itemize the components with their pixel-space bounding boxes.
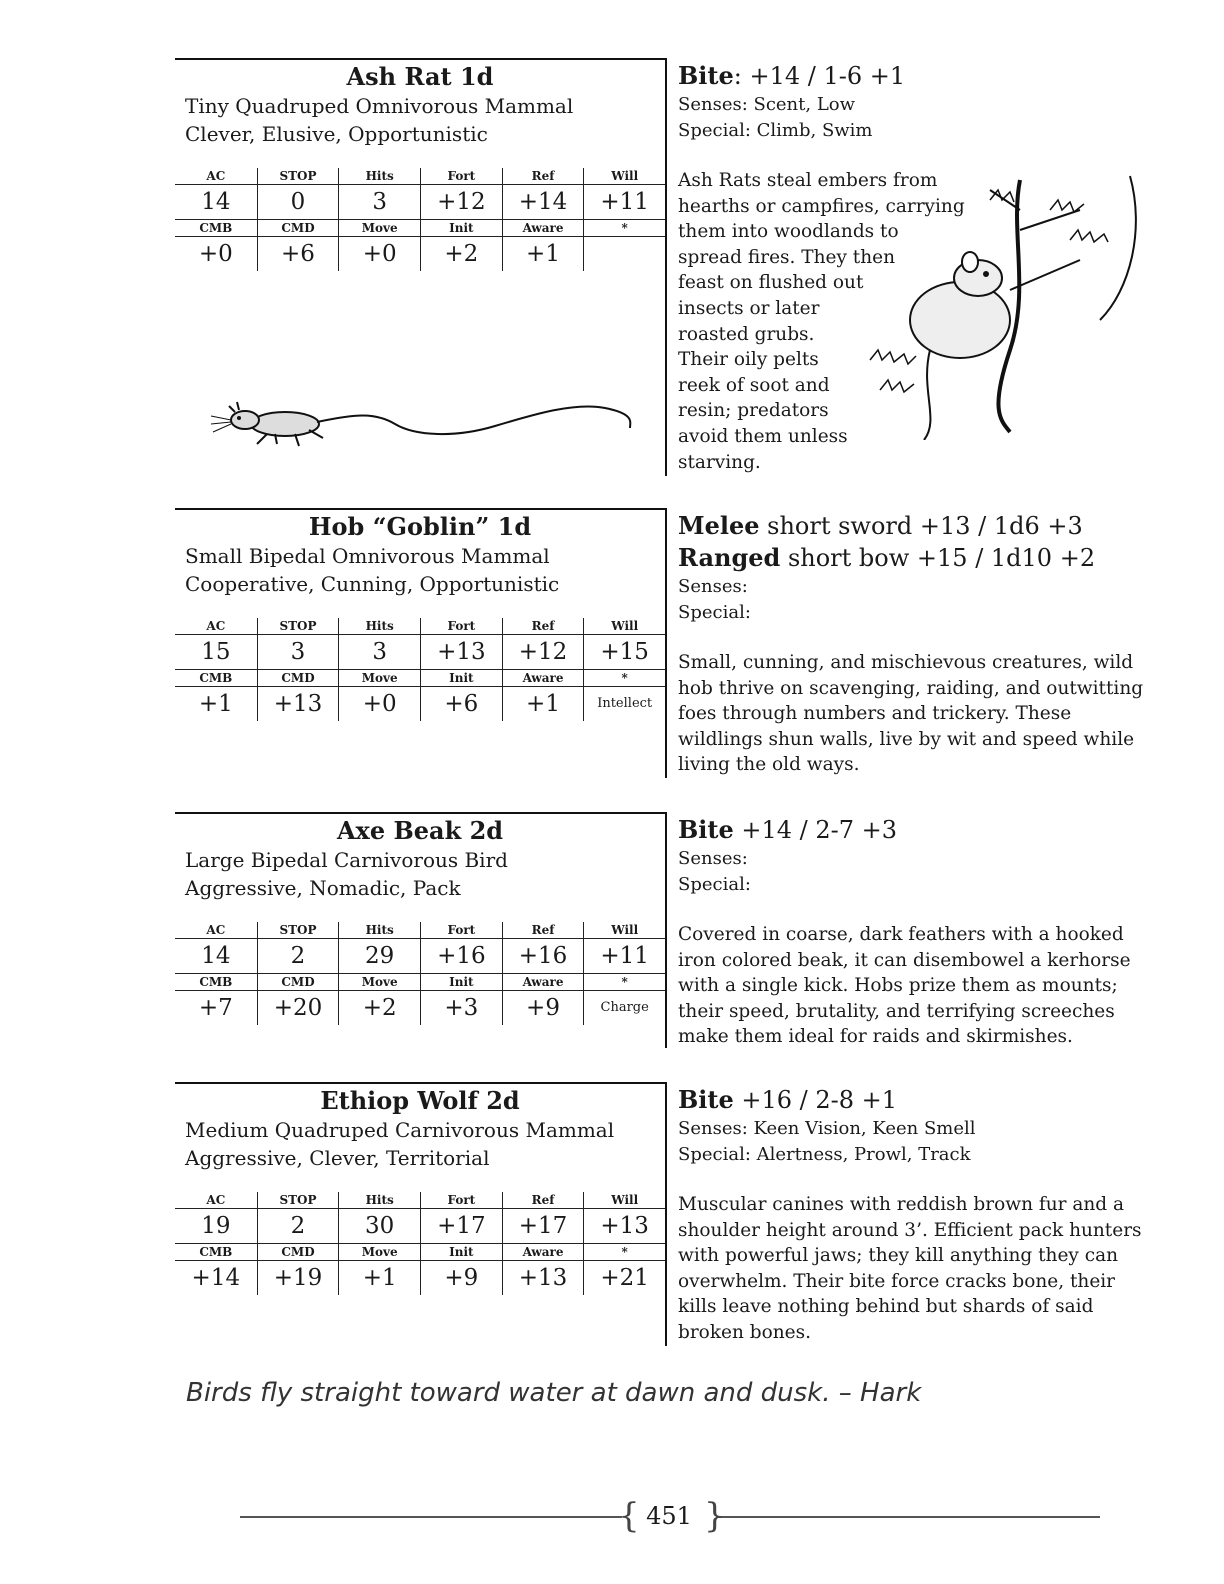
stat-value: +21 <box>583 1261 665 1295</box>
description-line: their speed, brutality, and terrifying screeches <box>678 1000 1115 1022</box>
stat-header: Init <box>420 220 502 236</box>
stat-value: 2 <box>257 939 339 973</box>
attack-label: Bite <box>678 1085 734 1114</box>
stat-header: CMB <box>199 975 233 989</box>
stat-value: +3 <box>420 991 502 1025</box>
creature-traits: Cooperative, Cunning, Opportunistic <box>185 572 560 596</box>
stat-value: Charge <box>583 991 665 1025</box>
creature-type: Tiny Quadruped Omnivorous Mammal <box>185 94 574 118</box>
stat-header: Fort <box>420 618 502 634</box>
description-line: make them ideal for raids and skirmishes. <box>678 1026 1073 1048</box>
page-number: 451 <box>646 1502 692 1530</box>
stat-value: +1 <box>502 237 584 271</box>
stat-value: +0 <box>338 687 420 721</box>
statbox <box>175 58 667 476</box>
stat-header: CMD <box>257 220 339 236</box>
stat-value: 29 <box>338 939 420 973</box>
stat-value: +16 <box>502 939 584 973</box>
attack-line <box>678 814 1148 846</box>
stat-header: AC <box>206 619 226 633</box>
stat-header: STOP <box>257 168 339 184</box>
senses-line: Senses: Keen Vision, Keen Smell <box>678 1118 976 1139</box>
left-bracket-icon: { <box>618 1496 640 1536</box>
stat-header: Aware <box>502 1244 584 1260</box>
stat-grid <box>175 1192 665 1295</box>
attack-line <box>678 1084 1148 1116</box>
stat-value: +14 <box>502 185 584 219</box>
stat-value <box>583 237 665 271</box>
stat-grid <box>175 618 665 721</box>
stat-grid <box>175 922 665 1025</box>
attack-text: short sword +13 / 1d6 +3 <box>759 512 1083 540</box>
stat-header-row <box>175 973 665 991</box>
stat-header: Init <box>420 1244 502 1260</box>
stat-value: +0 <box>198 241 233 267</box>
stat-header: CMB <box>199 221 233 235</box>
stat-header: Will <box>583 922 665 938</box>
stat-header-row <box>175 618 665 635</box>
stat-value-row <box>175 939 665 973</box>
stat-header: Will <box>583 1192 665 1208</box>
stat-header: Move <box>338 670 420 686</box>
special-line: Special: <box>678 602 751 623</box>
footer-rule-left <box>240 1516 622 1518</box>
creature-type: Large Bipedal Carnivorous Bird <box>185 848 508 872</box>
stat-header: STOP <box>257 1192 339 1208</box>
description-line: wildlings shun walls, live by wit and speed while <box>678 728 1135 750</box>
stat-header-row <box>175 669 665 687</box>
stat-header-row <box>175 219 665 237</box>
stat-header: Aware <box>502 670 584 686</box>
stat-value-row <box>175 635 665 669</box>
special-line: Special: <box>678 874 751 895</box>
rat-on-branch-illustration <box>860 170 1150 440</box>
description-line: Small, cunning, and mischievous creatures, wild <box>678 652 1134 673</box>
stat-value: 19 <box>201 1213 231 1239</box>
stat-header: * <box>583 670 665 686</box>
stat-header: Move <box>338 220 420 236</box>
description-line: avoid them unless <box>678 425 848 447</box>
stat-header: Init <box>420 974 502 990</box>
description-line: reek of soot and <box>678 374 830 396</box>
stat-header: AC <box>206 1193 226 1207</box>
right-bracket-icon: } <box>704 1496 726 1536</box>
creature-details <box>678 510 1148 778</box>
attack-line-2 <box>678 542 1148 574</box>
stat-value: +9 <box>420 1261 502 1295</box>
stat-value: +20 <box>257 991 339 1025</box>
stat-header: Init <box>420 670 502 686</box>
special-line: Special: Alertness, Prowl, Track <box>678 1144 971 1165</box>
senses-line: Senses: <box>678 848 748 869</box>
stat-value: +11 <box>583 939 665 973</box>
stat-header: Will <box>583 618 665 634</box>
stat-value: +11 <box>583 185 665 219</box>
rat-running-illustration <box>205 398 635 458</box>
stat-value: +0 <box>338 237 420 271</box>
description-line: roasted grubs. <box>678 323 815 345</box>
stat-header: Move <box>338 974 420 990</box>
attack2-text: short bow +15 / 1d10 +2 <box>780 544 1096 572</box>
handwritten-quote: Birds fly straight toward water at dawn and dusk. – Hark <box>186 1378 922 1408</box>
stat-header: * <box>583 220 665 236</box>
stat-header-row <box>175 1243 665 1261</box>
description-line: Muscular canines with reddish brown fur and a <box>678 1194 1125 1215</box>
stat-value: 3 <box>338 185 420 219</box>
stat-header: Aware <box>502 220 584 236</box>
description-line: Covered in coarse, dark feathers with a hooked <box>678 924 1124 945</box>
description-line: hearths or campfires, carrying <box>678 195 965 217</box>
description-line: with a single kick. Hobs prize them as mounts; <box>678 975 1118 997</box>
stat-value: +13 <box>420 635 502 669</box>
stat-header: * <box>583 974 665 990</box>
creature-traits: Aggressive, Nomadic, Pack <box>185 876 461 900</box>
stat-value-row <box>175 185 665 219</box>
attack-label: Bite <box>678 61 734 90</box>
stat-header: Hits <box>338 168 420 184</box>
stat-value: +2 <box>420 237 502 271</box>
stat-header: Fort <box>420 1192 502 1208</box>
statbox <box>175 508 667 778</box>
stat-header: Fort <box>420 168 502 184</box>
stat-value: +13 <box>257 687 339 721</box>
stat-header: STOP <box>257 618 339 634</box>
stat-header: Ref <box>502 922 584 938</box>
stat-header: CMD <box>257 1244 339 1260</box>
stat-value: +19 <box>257 1261 339 1295</box>
stat-value: +13 <box>583 1209 665 1243</box>
stat-grid <box>175 168 665 271</box>
description-line: Their oily pelts <box>678 349 819 371</box>
creature-type: Medium Quadruped Carnivorous Mammal <box>185 1118 615 1142</box>
stat-value: +17 <box>420 1209 502 1243</box>
stat-header: CMD <box>257 670 339 686</box>
stat-value: 14 <box>201 943 231 969</box>
attack-label: Melee <box>678 511 760 540</box>
attack-text: +14 / 2-7 +3 <box>733 816 898 844</box>
stat-value: +17 <box>502 1209 584 1243</box>
stat-value: +16 <box>420 939 502 973</box>
senses-line: Senses: <box>678 576 748 597</box>
stat-header: CMD <box>257 974 339 990</box>
stat-value: +1 <box>198 691 233 717</box>
stat-header-row <box>175 168 665 185</box>
description-line: resin; predators <box>678 400 829 422</box>
stat-header: Ref <box>502 1192 584 1208</box>
stat-value: +15 <box>583 635 665 669</box>
stat-value: +12 <box>502 635 584 669</box>
description-line: iron colored beak, it can disembowel a kerhorse <box>678 949 1131 971</box>
stat-value-row <box>175 1209 665 1243</box>
description-line: overwhelm. Their bite force cracks bone, their <box>678 1270 1116 1292</box>
stat-value: +7 <box>198 995 233 1021</box>
description-line: kills leave nothing behind but shards of said <box>678 1296 1094 1318</box>
stat-value: 3 <box>338 635 420 669</box>
attack2-label: Ranged <box>678 543 781 572</box>
description-line: starving. <box>678 451 761 473</box>
attack-line <box>678 60 1148 92</box>
stat-header: Hits <box>338 618 420 634</box>
description-line: living the old ways. <box>678 754 860 776</box>
stat-header: Aware <box>502 974 584 990</box>
description-line: them into woodlands to <box>678 221 899 243</box>
statbox <box>175 812 667 1048</box>
stat-header: * <box>583 1244 665 1260</box>
stat-header-row <box>175 922 665 939</box>
stat-header: Ref <box>502 168 584 184</box>
stat-header: Ref <box>502 618 584 634</box>
stat-header: Hits <box>338 922 420 938</box>
stat-value-row <box>175 991 665 1025</box>
stat-value: +1 <box>338 1261 420 1295</box>
attack-text: : +14 / 1-6 +1 <box>733 62 906 90</box>
creature-name: Ethiop Wolf 2d <box>320 1086 520 1115</box>
creature-name: Ash Rat 1d <box>346 62 494 91</box>
stat-header: CMB <box>199 671 233 685</box>
stat-header: Move <box>338 1244 420 1260</box>
stat-header: AC <box>206 923 226 937</box>
stat-value-row <box>175 1261 665 1295</box>
stat-header: STOP <box>257 922 339 938</box>
attack-text: +16 / 2-8 +1 <box>733 1086 898 1114</box>
stat-header: Hits <box>338 1192 420 1208</box>
stat-value-row <box>175 687 665 721</box>
stat-value: +1 <box>502 687 584 721</box>
stat-value: +2 <box>338 991 420 1025</box>
stat-value: 14 <box>201 189 231 215</box>
creature-details <box>678 814 1148 1050</box>
stat-value: +14 <box>191 1265 241 1291</box>
description-line: shoulder height around 3’. Efficient pack hunters <box>678 1219 1142 1241</box>
creature-type: Small Bipedal Omnivorous Mammal <box>185 544 550 568</box>
description-line: with powerful jaws; they kill anything they can <box>678 1245 1119 1267</box>
description-line: spread fires. They then <box>678 246 896 268</box>
description-line: foes through numbers and trickery. These <box>678 703 1072 725</box>
creature-details <box>678 1084 1148 1346</box>
stat-header: Fort <box>420 922 502 938</box>
stat-header: Will <box>583 168 665 184</box>
stat-value-row <box>175 237 665 271</box>
stat-value: +6 <box>420 687 502 721</box>
description-line: Ash Rats steal embers from <box>678 170 938 191</box>
stat-value: Intellect <box>583 687 665 721</box>
stat-value: 2 <box>257 1209 339 1243</box>
creature-name: Hob “Goblin” 1d <box>308 512 532 541</box>
creature-description <box>678 1192 1148 1346</box>
statbox <box>175 1082 667 1346</box>
creature-traits: Clever, Elusive, Opportunistic <box>185 122 488 146</box>
footer-rule-right <box>716 1516 1100 1518</box>
stat-value: +9 <box>502 991 584 1025</box>
creature-traits: Aggressive, Clever, Territorial <box>185 1146 490 1170</box>
stat-header: CMB <box>199 1245 233 1259</box>
special-line: Special: Climb, Swim <box>678 120 873 141</box>
description-line: feast on flushed out <box>678 272 864 294</box>
senses-line: Senses: Scent, Low <box>678 94 856 115</box>
stat-value: +6 <box>257 237 339 271</box>
stat-value: 3 <box>257 635 339 669</box>
stat-value: 15 <box>201 639 231 665</box>
stat-value: +13 <box>502 1261 584 1295</box>
description-line: broken bones. <box>678 1321 811 1343</box>
stat-value: 30 <box>338 1209 420 1243</box>
attack-line <box>678 510 1148 542</box>
creature-name: Axe Beak 2d <box>336 816 504 845</box>
description-line: insects or later <box>678 297 820 319</box>
stat-value: 0 <box>257 185 339 219</box>
attack-label: Bite <box>678 815 734 844</box>
stat-value: +12 <box>420 185 502 219</box>
creature-description <box>678 922 1148 1050</box>
description-line: hob thrive on scavenging, raiding, and outwitting <box>678 677 1144 699</box>
stat-header-row <box>175 1192 665 1209</box>
stat-header: AC <box>206 169 226 183</box>
creature-description <box>678 650 1148 778</box>
